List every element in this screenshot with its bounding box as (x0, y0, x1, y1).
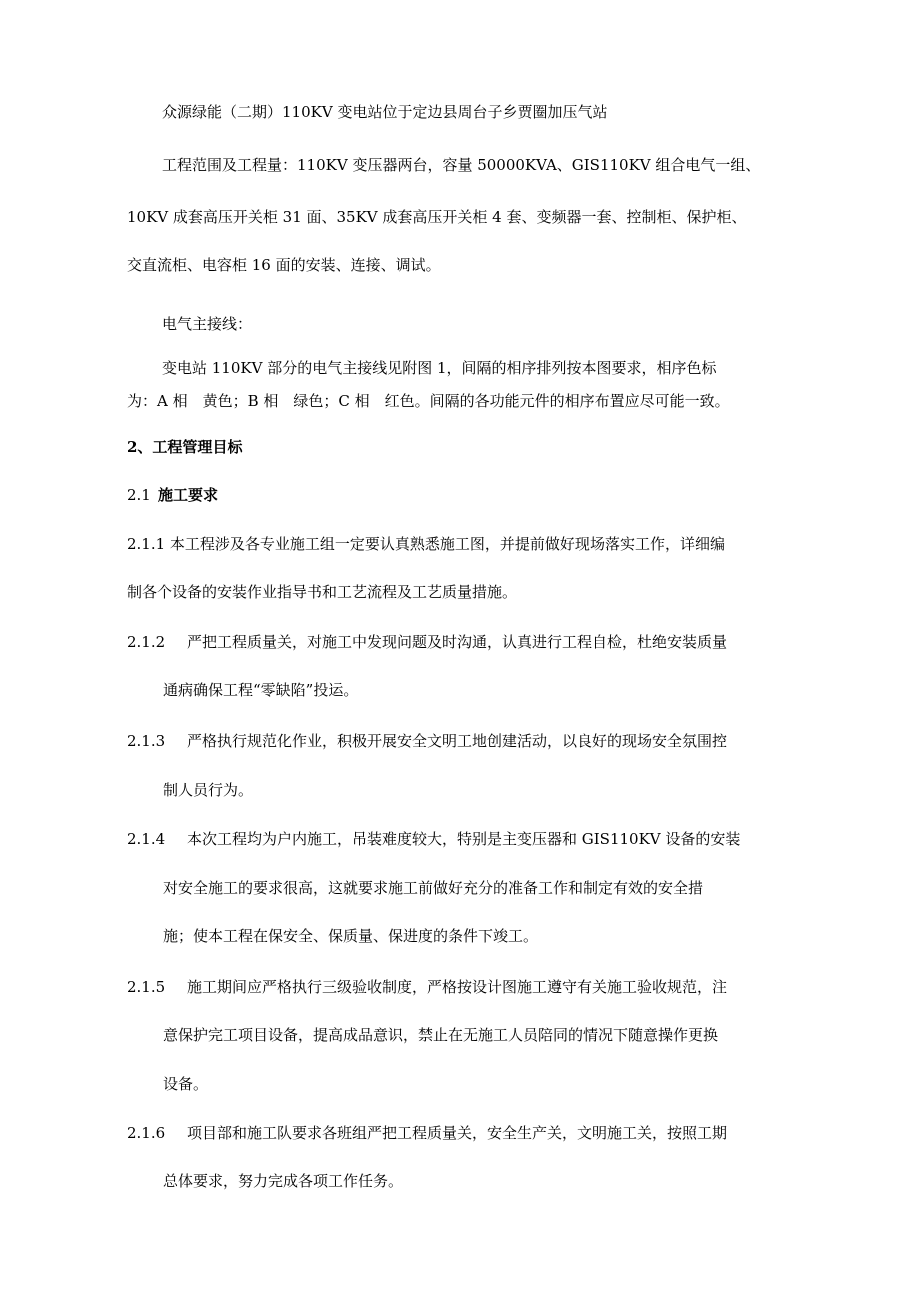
wiring-line-2: 为：A 相 黄色；B 相 绿色；C 相 红色。间隔的各功能元件的相序布置应尽可能一致。 (127, 392, 730, 410)
scope-line-1: 工程范围及工程量：110KV 变压器两台，容量 50000KVA、GIS110KV 组合电气一组、 (162, 156, 761, 174)
wiring-line-1: 变电站 110KV 部分的电气主接线见附图 1，间隔的相序排列按本图要求，相序色标 (162, 359, 717, 377)
sub-heading-number: 2.1 (127, 486, 151, 504)
item-2-1-1-line-2: 制各个设备的安装作业指导书和工艺流程及工艺质量措施。 (127, 583, 518, 601)
item-2-1-5-line-3: 设备。 (163, 1075, 209, 1093)
item-2-1-2-line-1: 严把工程质量关，对施工中发现问题及时沟通，认真进行工程自检，杜绝安装质量 (187, 633, 728, 651)
intro-line-1: 众源绿能（二期）110KV 变电站位于定边县周台子乡贾圈加压气站 (162, 103, 608, 121)
item-2-1-4-line-2: 对安全施工的要求很高，这就要求施工前做好充分的准备工作和制定有效的安全措 (163, 879, 704, 897)
wiring-heading: 电气主接线： (162, 315, 253, 333)
item-2-1-6-line-1: 项目部和施工队要求各班组严把工程质量关，安全生产关，文明施工关，按照工期 (187, 1124, 728, 1142)
item-2-1-1-line-1: 2.1.1 本工程涉及各专业施工组一定要认真熟悉施工图，并提前做好现场落实工作，详细编 (127, 535, 725, 553)
item-2-1-6-line-2: 总体要求，努力完成各项工作任务。 (163, 1172, 404, 1190)
item-2-1-6-number: 2.1.6 (127, 1124, 166, 1142)
sub-heading: 施工要求 (158, 486, 219, 504)
item-2-1-5-number: 2.1.5 (127, 978, 166, 996)
scope-line-2: 10KV 成套高压开关柜 31 面、35KV 成套高压开关柜 4 套、变频器一套、控制柜、保护柜、 (127, 208, 747, 226)
section-heading: 2、工程管理目标 (127, 438, 243, 456)
item-2-1-2-line-2: 通病确保工程“零缺陷”投运。 (163, 681, 359, 699)
item-2-1-3-number: 2.1.3 (127, 732, 166, 750)
scope-line-3: 交直流柜、电容柜 16 面的安装、连接、调试。 (127, 256, 441, 274)
item-2-1-4-number: 2.1.4 (127, 830, 166, 848)
item-2-1-4-line-1: 本次工程均为户内施工，吊装难度较大，特别是主变压器和 GIS110KV 设备的安装 (187, 830, 741, 848)
item-2-1-3-line-2: 制人员行为。 (163, 781, 254, 799)
item-2-1-5-line-2: 意保护完工项目设备，提高成品意识，禁止在无施工人员陪同的情况下随意操作更换 (163, 1026, 719, 1044)
item-2-1-3-line-1: 严格执行规范化作业，积极开展安全文明工地创建活动，以良好的现场安全氛围控 (187, 732, 728, 750)
item-2-1-2-number: 2.1.2 (127, 633, 166, 651)
item-2-1-4-line-3: 施；使本工程在保安全、保质量、保进度的条件下竣工。 (163, 927, 539, 945)
item-2-1-5-line-1: 施工期间应严格执行三级验收制度，严格按设计图施工遵守有关施工验收规范，注 (187, 978, 728, 996)
